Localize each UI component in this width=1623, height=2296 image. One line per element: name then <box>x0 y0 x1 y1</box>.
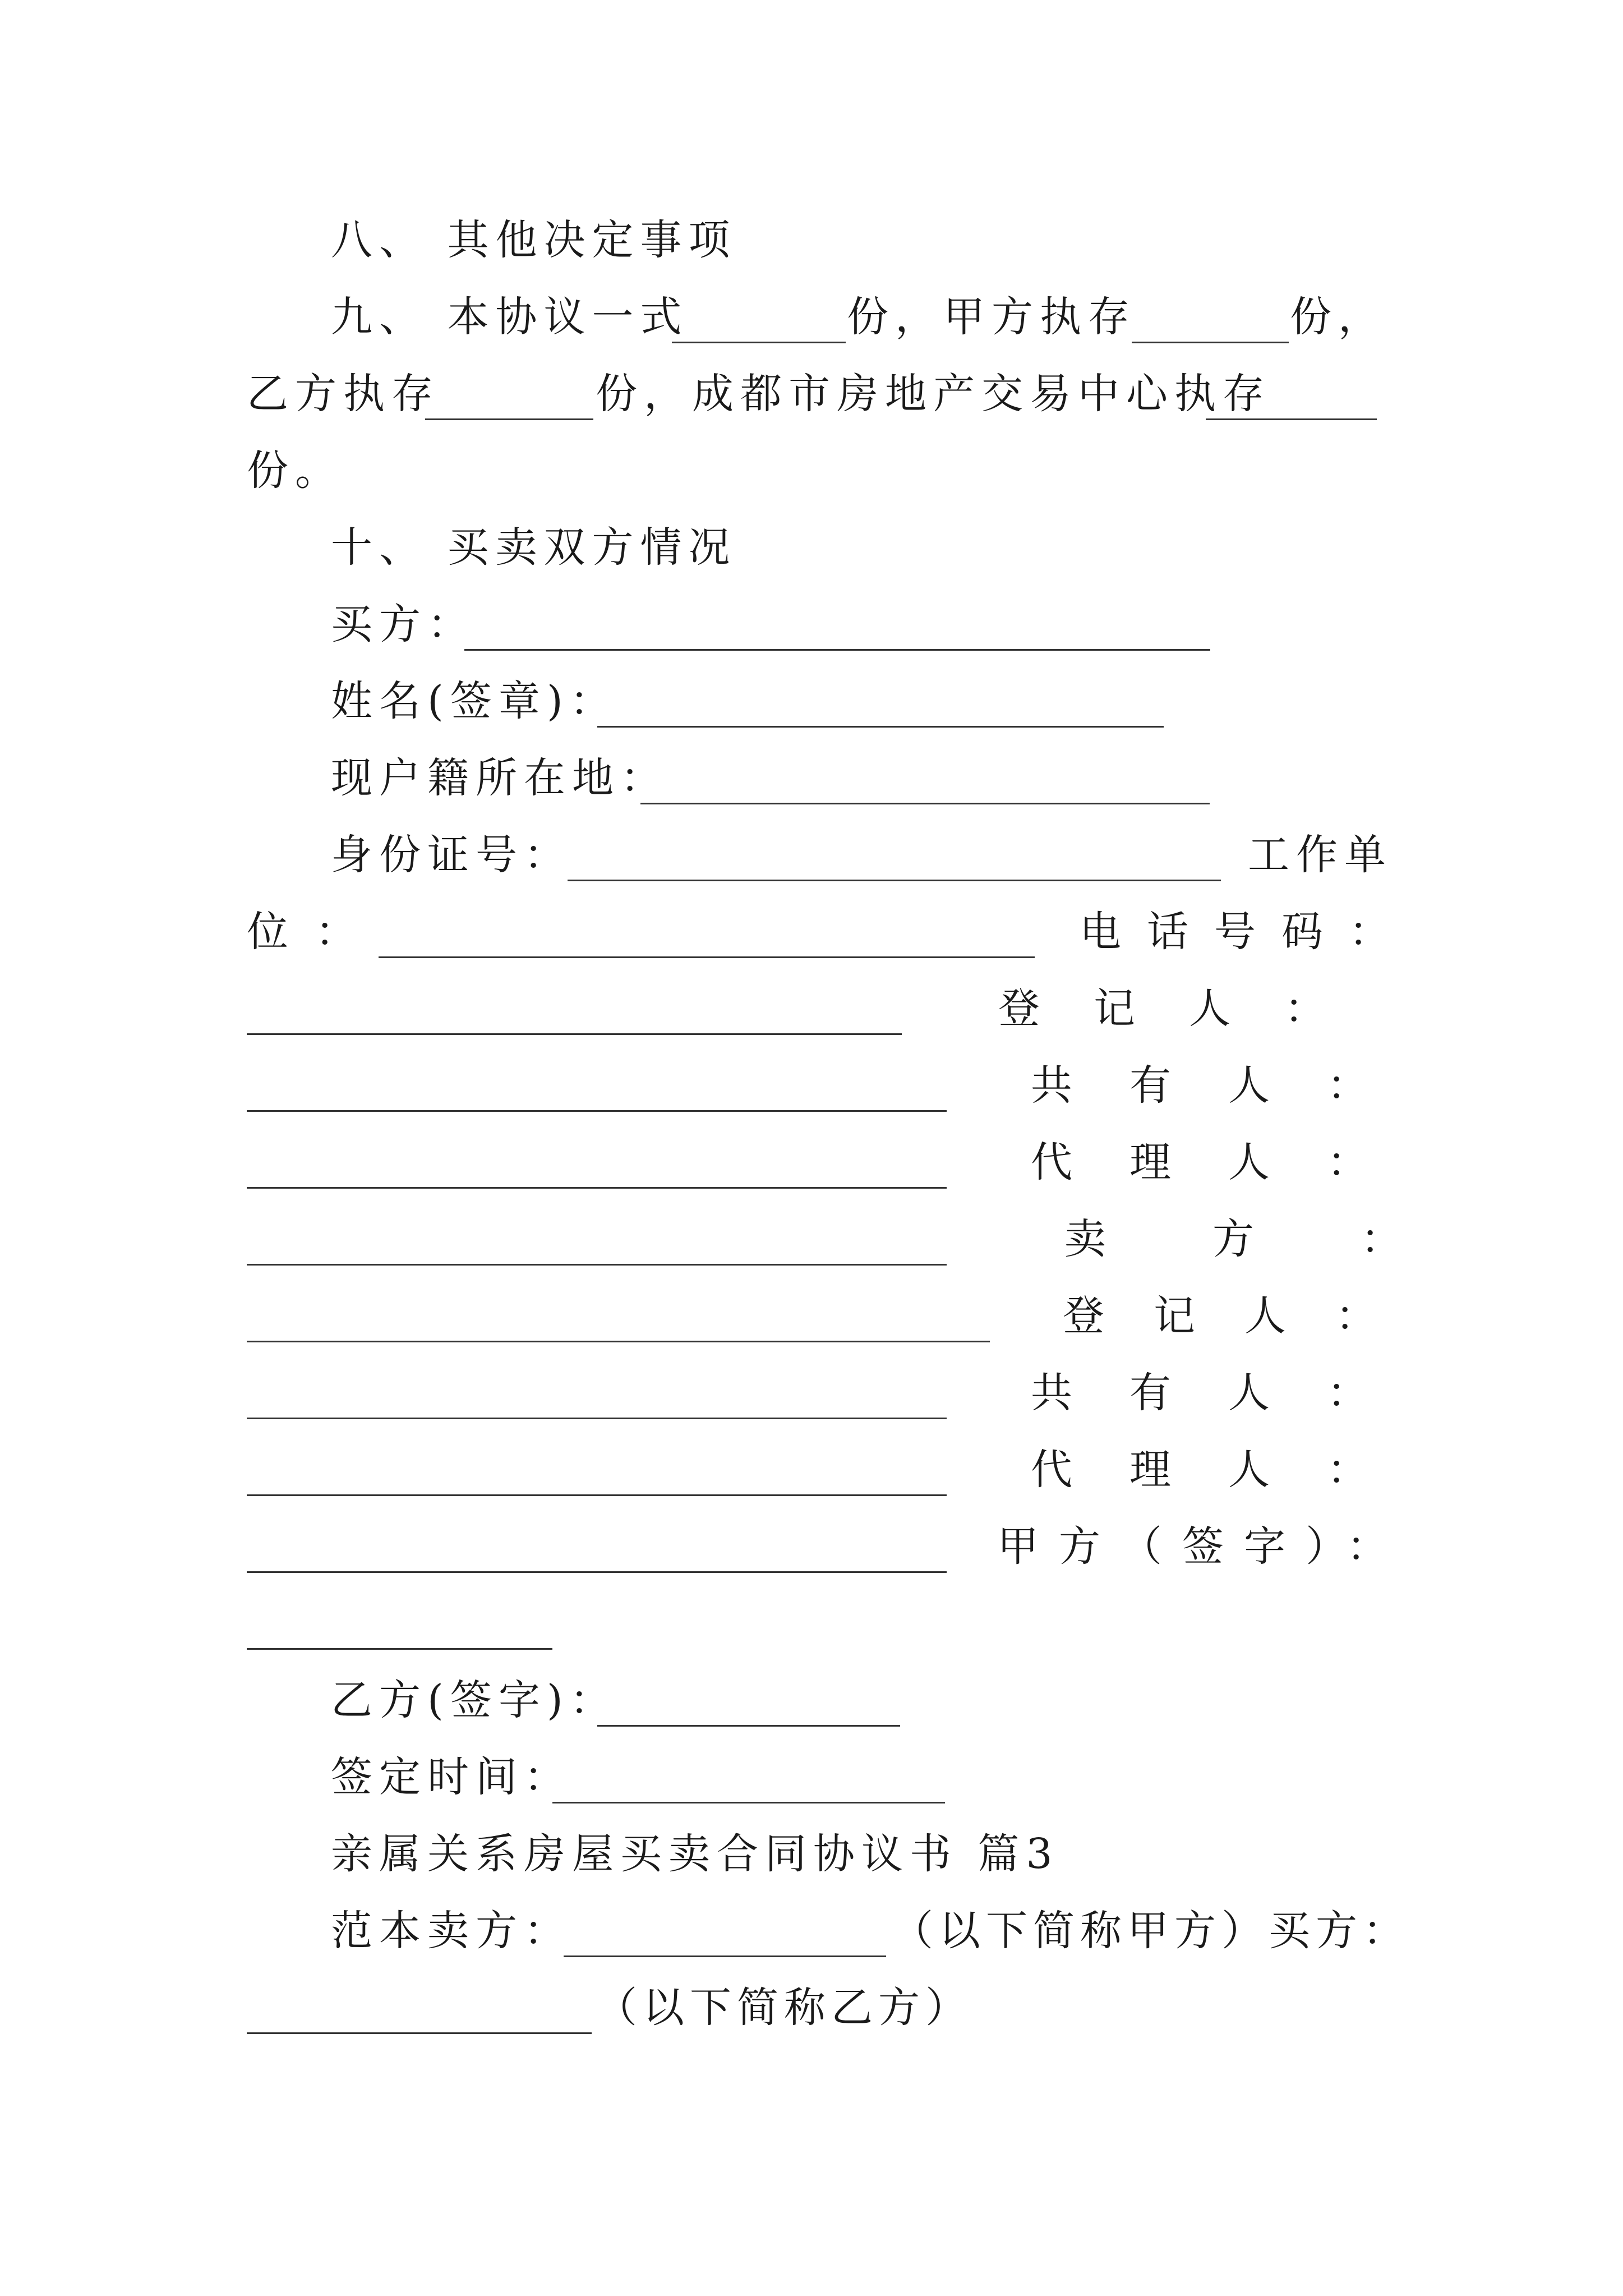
id-line <box>0 817 1623 893</box>
seller-label: 卖方： <box>1064 1215 1509 1263</box>
registrant-label-2: 登记人： <box>1063 1292 1426 1340</box>
registrant-1-blank[interactable] <box>247 1110 947 1112</box>
work-unit-line <box>0 894 1623 970</box>
work-unit-blank[interactable] <box>379 956 1035 958</box>
registrant-label-1: 登记人： <box>998 984 1380 1033</box>
template-seller-line <box>0 1893 1623 1969</box>
residence-blank[interactable] <box>640 803 1210 804</box>
seller-line <box>0 1201 1623 1277</box>
buyer-line <box>0 586 1623 662</box>
agent-1-blank[interactable] <box>247 1264 947 1266</box>
name-seal-blank[interactable] <box>597 726 1164 728</box>
buyer-label: 买方： <box>331 600 476 648</box>
co-owner-1-blank[interactable] <box>247 1187 947 1189</box>
residence-label: 现户籍所在地： <box>331 754 668 802</box>
item-9-copies-unit: 份，甲方执存 <box>847 293 1136 341</box>
agent-label-2: 代理人： <box>1031 1446 1426 1494</box>
item-8-line <box>0 202 1623 278</box>
work-unit-label-1: 工作单 <box>1248 831 1393 879</box>
heading-p3: 亲属关系房屋买卖合同协议书 篇3 <box>331 1830 1059 1878</box>
item-9-party-b-unit: 份，成都市房地产交易中心执存 <box>596 370 1271 418</box>
template-buyer-blank[interactable] <box>247 2032 592 2034</box>
co-owner-2-blank[interactable] <box>247 1494 947 1496</box>
co-owner-2-line <box>0 1355 1623 1431</box>
abbr-party-b: （以下简称乙方） <box>596 1984 972 2032</box>
template-seller-blank[interactable] <box>564 1955 886 1957</box>
item-9-party-a-unit: 份， <box>1290 293 1386 341</box>
party-a-sign-line <box>0 1508 1623 1585</box>
heading-line <box>0 1816 1623 1892</box>
sign-time-label: 签定时间： <box>331 1753 572 1801</box>
party-b-copies-label: 乙方执存 <box>247 370 440 418</box>
seller-blank[interactable] <box>247 1341 990 1342</box>
item-10-line <box>0 509 1623 586</box>
id-label: 身份证号： <box>331 831 572 879</box>
party-a-sign-label: 甲方（签字）： <box>997 1522 1408 1571</box>
sign-time-line <box>0 1739 1623 1815</box>
item-9-center-unit: 份。 <box>247 447 343 495</box>
party-b-sign-label: 乙方(签字)： <box>331 1676 618 1724</box>
party-b-copies-blank[interactable] <box>425 418 593 420</box>
agent-2-line <box>0 1432 1623 1508</box>
residence-line <box>0 740 1623 816</box>
item-9-line-2 <box>0 356 1623 432</box>
co-owner-label-1: 共有人： <box>1031 1061 1426 1110</box>
phone-label: 电话号码： <box>1080 908 1416 956</box>
registrant-1-line <box>0 970 1623 1047</box>
id-blank[interactable] <box>568 880 1221 881</box>
item-8-text: 八、 其他决定事项 <box>331 216 737 264</box>
name-seal-line <box>0 663 1623 739</box>
co-owner-label-2: 共有人： <box>1031 1369 1426 1417</box>
party-a-sign-blank[interactable] <box>247 1648 552 1650</box>
registrant-2-blank[interactable] <box>247 1418 947 1419</box>
party-b-sign-line <box>0 1662 1623 1738</box>
work-unit-label-2: 位： <box>247 908 384 956</box>
name-seal-label: 姓名(签章)： <box>331 677 618 725</box>
registrant-2-line <box>0 1278 1623 1354</box>
template-seller-label: 范本卖方： <box>331 1907 572 1955</box>
sign-time-blank[interactable] <box>552 1802 945 1803</box>
party-a-sign-blank-line <box>0 1585 1623 1662</box>
agent-2-blank[interactable] <box>247 1571 947 1573</box>
agent-1-line <box>0 1124 1623 1200</box>
item-9-line-3 <box>0 432 1623 509</box>
item-9-prefix: 九、 本协议一式 <box>331 293 689 341</box>
template-buyer-line <box>0 1970 1623 2046</box>
agent-label-1: 代理人： <box>1031 1138 1426 1186</box>
item-9-line <box>0 279 1623 355</box>
abbr-party-a-buyer: （以下简称甲方）买方： <box>892 1907 1410 1955</box>
buyer-blank[interactable] <box>464 649 1210 651</box>
copies-total-blank[interactable] <box>672 342 846 343</box>
party-a-copies-blank[interactable] <box>1132 342 1289 343</box>
phone-blank[interactable] <box>247 1033 902 1035</box>
co-owner-1-line <box>0 1047 1623 1124</box>
center-copies-blank[interactable] <box>1206 418 1377 420</box>
party-b-sign-blank[interactable] <box>597 1725 900 1727</box>
item-10-text: 十、 买卖双方情况 <box>331 523 737 572</box>
